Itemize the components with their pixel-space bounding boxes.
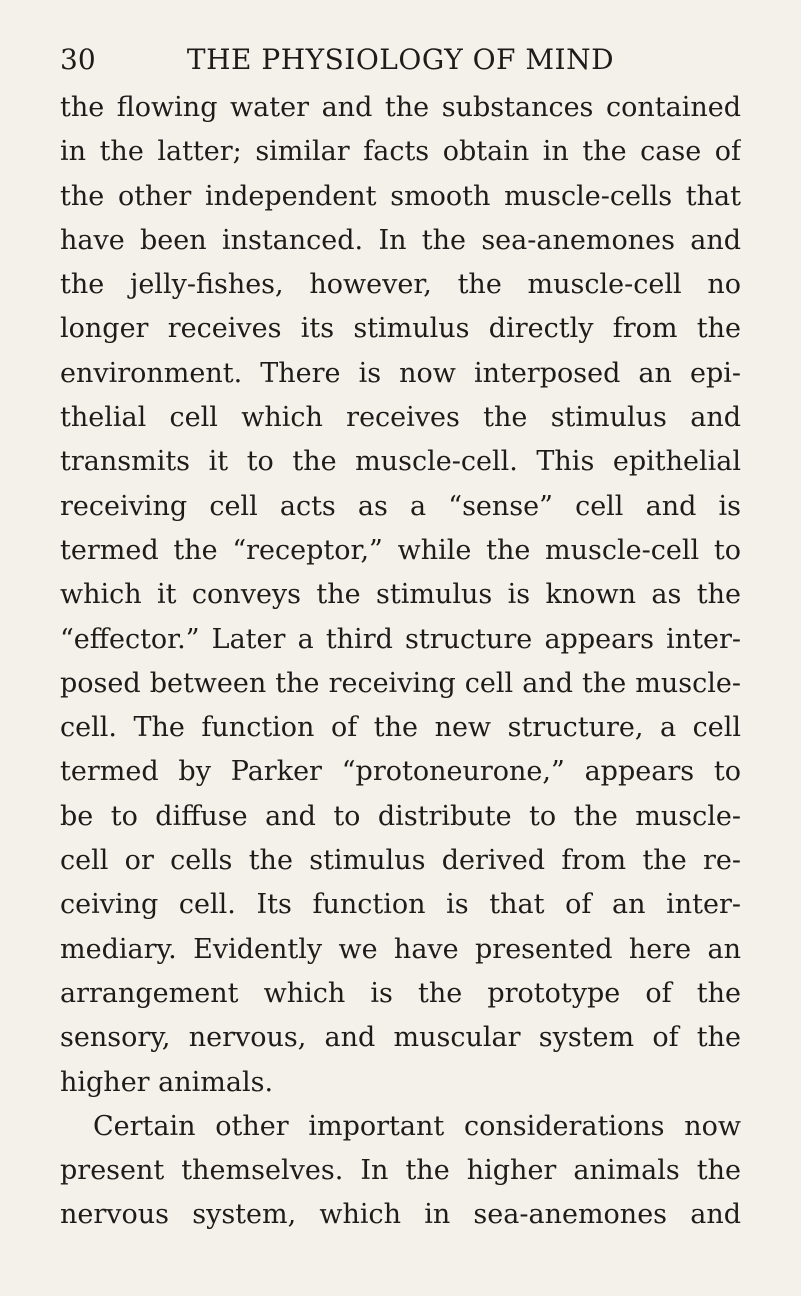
text-line: transmits it to the muscle-cell. This epithelial: [60, 446, 741, 478]
running-title: THE PHYSIOLOGY OF MIND: [186, 43, 615, 76]
text-line: be to diffuse and to distribute to the muscle-: [60, 800, 741, 832]
text-line: the jelly-fishes, however, the muscle-cell no: [60, 269, 741, 301]
text-line: the other independent smooth muscle-cells that: [60, 180, 741, 212]
text-line: longer receives its stimulus directly from the: [60, 313, 741, 345]
text-line: mediary. Evidently we have presented here an: [60, 933, 741, 965]
text-line: have been instanced. In the sea-anemones and: [60, 224, 741, 256]
text-line: thelial cell which receives the stimulus and: [60, 402, 741, 434]
text-line: posed between the receiving cell and the muscle-: [60, 667, 741, 699]
text-line: which it conveys the stimulus is known as the: [60, 579, 741, 611]
text-line: in the latter; similar facts obtain in the case of: [60, 136, 741, 168]
text-line: higher animals.: [60, 1066, 274, 1098]
text-line: cell or cells the stimulus derived from the re-: [60, 845, 741, 877]
text-line: ceiving cell. Its function is that of an inter-: [60, 889, 741, 921]
text-line: nervous system, which in sea-anemones and: [60, 1199, 741, 1231]
text-line: “effector.” Later a third structure appears inter-: [60, 623, 741, 655]
text-line: present themselves. In the higher animals the: [60, 1155, 741, 1187]
text-line: termed the “receptor,” while the muscle-cell to: [60, 534, 741, 566]
body-text: [60, 86, 741, 1238]
text-line: arrangement which is the prototype of the: [60, 977, 741, 1009]
text-line: environment. There is now interposed an epi-: [60, 357, 741, 389]
text-line: termed by Parker “protoneurone,” appears to: [60, 756, 741, 788]
text-line: receiving cell acts as a “sense” cell and is: [60, 490, 741, 522]
running-head: [60, 40, 741, 80]
text-line: the flowing water and the substances contained: [60, 92, 741, 123]
text-line: cell. The function of the new structure, a cell: [60, 712, 741, 744]
page-number: 30: [60, 43, 96, 76]
text-line: Certain other important considerations now: [93, 1110, 741, 1142]
text-line: sensory, nervous, and muscular system of the: [60, 1022, 741, 1054]
